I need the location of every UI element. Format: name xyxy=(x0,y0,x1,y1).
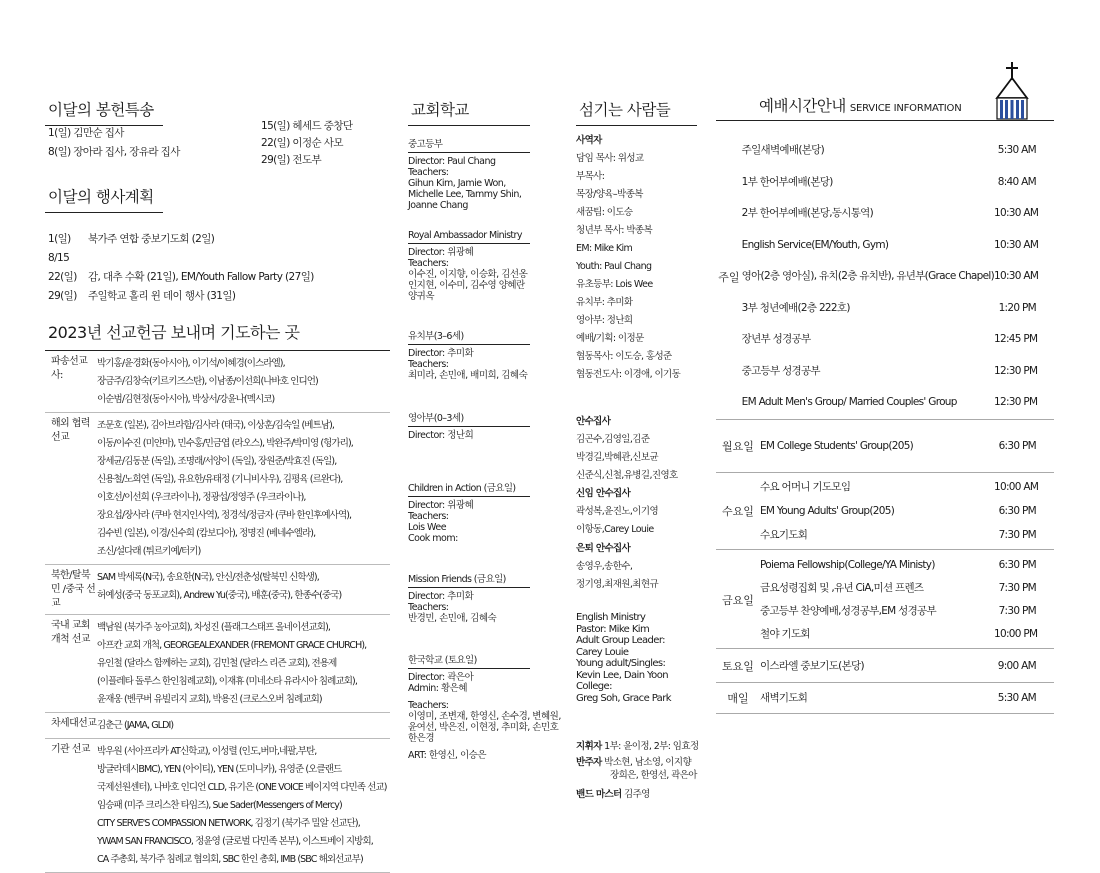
english-line: Pastor: Mike Kim xyxy=(576,623,650,635)
mission-line: 박기홍/윤경화(동아시아), 이기석/이혜경(이스라엘), xyxy=(97,358,285,369)
mission-category: 차세대선교 xyxy=(51,718,97,729)
service-name: 이스라엘 중보기도(본당) xyxy=(760,659,864,672)
event-row xyxy=(48,287,390,306)
mission-line: SAM 박세록(N국), 송요한(N국), 안신/전춘성(탈북민 신학생), xyxy=(97,572,319,583)
service-time: 8:40 AM xyxy=(997,175,1036,188)
mission-line: 이동/이수진 (미얀마), 민수홍/민금엽 (라오스), 박완주/박미영 (헝가리), xyxy=(97,438,353,449)
service-row xyxy=(760,623,1054,646)
mission-entries xyxy=(97,355,390,409)
service-row xyxy=(742,135,1054,167)
mission-row xyxy=(45,413,390,565)
school-group-name: 중고등부 xyxy=(408,136,530,153)
service-time: 12:30 PM xyxy=(994,364,1038,377)
mission-row xyxy=(45,739,390,873)
servers-line: 영아부: 정난희 xyxy=(576,315,633,326)
service-time: 10:00 AM xyxy=(994,480,1039,493)
day-label: 토요일 xyxy=(722,660,754,673)
staff-line: ART: 한영신, 이승은 xyxy=(408,750,486,761)
offering-title: 이달의 봉헌특송 xyxy=(45,98,163,126)
service-time: 5:30 AM xyxy=(997,144,1036,156)
mission-line: 방글라데시BMC), YEN (아이티), YEN (도미니카), 유영준 (오클랜드 xyxy=(97,764,342,775)
mission-line: 김춘근 (JAMA, GLDI) xyxy=(97,720,174,731)
service-name: EM Adult Men's Group/ Married Couples' Group xyxy=(741,396,957,408)
day-services xyxy=(760,687,1054,709)
mission-line: 윤재웅 (벤쿠버 유빌리지 교회), 박용진 (크로스오버 침례교회) xyxy=(97,694,322,705)
school-group xyxy=(408,652,561,761)
school-group-staff xyxy=(408,588,530,624)
servers-line: 협동전도사: 이경애, 이기동 xyxy=(576,369,681,380)
school-group xyxy=(408,136,530,211)
event-text: 감, 대추 수확 (21일), EM/Youth Fallow Party (27일) xyxy=(88,271,314,283)
day-services xyxy=(760,424,1054,468)
school-group-name: 영아부(0–3세) xyxy=(408,410,530,427)
offering-item: 8(일) 장아라 집사, 장유라 집사 xyxy=(48,146,180,158)
service-name: 수요 어머니 기도모임 xyxy=(760,480,851,493)
staff-line: Teachers: xyxy=(408,258,449,269)
conductor-text: 1부: 윤이정, 2부: 임효정 xyxy=(604,741,699,752)
mission-line: 아프칸 교회 개척, GEORGEALEXANDER (FREMONT GRACE CHURCH), xyxy=(97,640,367,651)
day-label: 금요일 xyxy=(722,593,754,607)
mission-line: CA 주총회, 북가주 침례교 협의회, SBC 한인 총회, IMB (SBC 해외선교부) xyxy=(97,854,363,865)
mission-line: 장요섭/장사라 (쿠바 현지인사역), 정경석/정금자 (쿠바 한인후예사역), xyxy=(97,510,352,521)
staff-line: 반경민, 손민애, 김혜숙 xyxy=(408,613,497,624)
mission-row xyxy=(45,615,390,713)
mission-entries xyxy=(97,569,390,611)
service-name: 중고등부 찬양예배,성경공부,EM 성경공부 xyxy=(760,604,936,617)
servers-block-head: 사역자 xyxy=(576,135,602,146)
day-label: 월요일 xyxy=(722,439,754,453)
mission-line: 이호선/이선희 (우크라이나), 정광섭/정영주 (우크라이나), xyxy=(97,492,306,503)
staff-line: 인지현, 이수미, 김수영 양혜란 xyxy=(408,280,525,291)
english-line: Adult Group Leader: xyxy=(576,635,665,646)
service-name: English Service(EM/Youth, Gym) xyxy=(741,238,889,251)
staff-line: 이영미, 조변재, 한영신, 손수경, 변혜원, xyxy=(408,711,561,722)
english-line: Greg Soh, Grace Park xyxy=(576,692,671,704)
service-time: 10:00 PM xyxy=(994,627,1038,640)
church-icon xyxy=(992,62,1032,120)
day-label: 수요일 xyxy=(722,504,754,518)
service-name: 철야 기도회 xyxy=(760,627,810,640)
day-services xyxy=(760,655,1054,678)
staff-line: 최미라, 손민애, 배미희, 김혜숙 xyxy=(408,370,528,381)
mission-entries xyxy=(97,743,390,869)
service-time: 12:30 PM xyxy=(994,396,1038,408)
staff-line: Michelle Lee, Tammy Shin, xyxy=(408,189,522,200)
school-group-name: Royal Ambassador Ministry xyxy=(408,230,530,244)
staff-line: 양귀옥 xyxy=(408,291,435,302)
mission-entries xyxy=(97,417,390,561)
servers-line: 이항동,Carey Louie xyxy=(576,524,654,535)
day-group xyxy=(716,550,1054,649)
events-section xyxy=(45,185,390,306)
servers-block xyxy=(576,132,697,384)
servers-line: 김곤수,김영일,김준 xyxy=(576,434,650,445)
staff-line: 윤여선, 박은진, 이현정, 추미화, 손민호 xyxy=(408,722,559,733)
mission-category: 해외 협력 선교 xyxy=(51,418,90,443)
conductor-head: 지휘자 xyxy=(576,741,602,752)
service-row xyxy=(760,687,1054,709)
staff-line: Teachers: xyxy=(408,167,449,178)
day-group xyxy=(716,121,1054,420)
mission-line: YWAM SAN FRANCISCO, 정윤영 (글로벌 다민족 본부), 이스트베이 지방회, xyxy=(97,836,373,847)
servers-block xyxy=(576,540,697,594)
school-group-staff xyxy=(408,497,530,544)
servers-line: 박경길,박혜관,신보균 xyxy=(576,452,659,463)
school-group xyxy=(408,328,530,381)
servers-line: 부목사: xyxy=(576,171,605,182)
service-time: 6:30 PM xyxy=(998,504,1036,517)
service-row xyxy=(742,230,1054,262)
service-time: 5:30 AM xyxy=(997,691,1036,704)
english-line: English Ministry xyxy=(576,612,646,623)
staff-line: Teachers: xyxy=(408,700,449,711)
service-time: 6:30 PM xyxy=(998,558,1036,571)
servers-block xyxy=(576,485,697,539)
servers-block xyxy=(576,413,697,485)
schedule-header xyxy=(716,62,1054,120)
events-title: 이달의 행사계획 xyxy=(45,185,163,213)
service-time: 1:20 PM xyxy=(998,301,1036,314)
english-line: Kevin Lee, Dain Yoon xyxy=(576,669,668,681)
servers-block-head: 안수집사 xyxy=(576,416,611,427)
school-group xyxy=(408,480,530,544)
mission-line: 김수빈 (일본), 이경/신수희 (캄보디아), 정명진 (베네수엘라), xyxy=(97,528,316,539)
servers-line: 예배/기획: 이정문 xyxy=(576,333,644,344)
mission-category: 파송선교사: xyxy=(51,356,88,381)
event-text: 주일학교 홀리 윈 데이 행사 (31일) xyxy=(88,290,236,302)
mission-line: 국제선원센터), 나바호 인디언 CLD, 유기은 (ONE VOICE 베이지역 다민족 선교) xyxy=(97,782,387,793)
servers-line: EM: Mike Kim xyxy=(576,243,633,254)
english-line: College: xyxy=(576,681,612,692)
servers-line: 담임 목사: 위성교 xyxy=(576,153,644,164)
mission-category: 기관 선교 xyxy=(51,744,90,755)
accompanist xyxy=(576,756,697,782)
mission-line: 장세균/김동분 (독일), 조명래/서양이 (독일), 장원준/박효진 (독일), xyxy=(97,456,337,467)
event-date: 1(일) xyxy=(48,233,71,245)
offering-item: 29(일) 전도부 xyxy=(261,154,322,166)
offering-item: 15(일) 헤세드 중창단 xyxy=(261,120,353,132)
service-time: 10:30 AM xyxy=(994,207,1039,219)
service-time: 10:30 AM xyxy=(994,270,1039,282)
staff-line: Joanne Chang xyxy=(408,200,468,211)
service-name: 수요기도회 xyxy=(760,528,808,541)
service-time: 10:30 AM xyxy=(994,238,1039,251)
staff-line: 이수진, 이지향, 이승화, 김선옹 xyxy=(408,269,528,280)
mission-entries xyxy=(97,717,390,735)
servers-line: 신준식,신철,유병길,진영호 xyxy=(576,470,678,481)
english-line: Young adult/Singles: xyxy=(576,658,666,669)
day-services xyxy=(742,135,1054,419)
school-group-name: 한국학교 (토요일) xyxy=(408,652,530,669)
school-group xyxy=(408,230,530,302)
staff-line: Director: 추미화 xyxy=(408,348,474,359)
staff-line: Director: Paul Chang xyxy=(408,156,496,167)
mission-line: 백남원 (북가주 농아교회), 차성진 (플래그스태프 올네이션교회), xyxy=(97,622,330,633)
staff-line: Gihun Kim, Jamie Won, xyxy=(408,178,506,189)
mission-line: 임승패 (미주 크리스찬 타임즈), Sue Sader(Messengers of Mercy) xyxy=(97,800,342,811)
mission-section xyxy=(45,320,390,873)
servers-line: 유치부: 추미화 xyxy=(576,297,633,308)
service-row xyxy=(760,523,1054,547)
school-group-staff xyxy=(408,427,530,441)
school-group-staff xyxy=(408,669,561,761)
servers-block-head: 신임 안수집사 xyxy=(576,488,631,499)
service-row xyxy=(760,554,1054,577)
event-row xyxy=(48,268,390,287)
band-text: 김주영 xyxy=(624,789,650,800)
service-row xyxy=(760,655,1054,678)
day-group xyxy=(716,420,1054,473)
accompanist-head: 반주자 xyxy=(576,757,602,768)
servers-line: 송영우,송한수, xyxy=(576,561,633,572)
mission-row xyxy=(45,351,390,413)
staff-line: Director: 위광혜 xyxy=(408,247,474,258)
service-row xyxy=(760,475,1054,499)
school-title: 교회학교 xyxy=(408,98,530,126)
conductor xyxy=(576,738,697,756)
school-group xyxy=(408,571,530,624)
school-group-name: Mission Friends (금요일) xyxy=(408,571,530,588)
service-row xyxy=(760,577,1054,600)
event-date: 29(일) xyxy=(48,290,77,302)
school-group-name: 유치부(3–6세) xyxy=(408,328,530,345)
servers-line: 새꿈팀: 이도승 xyxy=(576,207,633,218)
mission-line: 이순범/김현정(동아시아), 박상서/강윤나(멕시코) xyxy=(97,394,275,405)
service-row xyxy=(742,167,1054,199)
mission-line: 허예성(중국 동포교회), Andrew Yu(중국), 배훈(중국), 한종수(중국) xyxy=(97,590,342,601)
servers-block-head: 은퇴 안수집사 xyxy=(576,543,631,554)
service-row xyxy=(742,356,1054,388)
mission-row xyxy=(45,713,390,739)
service-name: 장년부 성경공부 xyxy=(741,333,811,345)
service-time: 7:30 PM xyxy=(998,528,1036,541)
mission-line: (이플레타 돌루스 한인침례교회), 이재휴 (미네소타 유라시아 침례교회), xyxy=(97,676,357,687)
mission-category: 북한/탈북민 /중국 선교 xyxy=(51,570,96,609)
english-ministry xyxy=(576,612,697,704)
service-name: 주일새벽예배(본당) xyxy=(741,144,824,156)
servers-line: Youth: Paul Chang xyxy=(576,261,652,272)
service-name: 3부 청년예배(2층 222호) xyxy=(741,301,850,314)
service-name: EM College Students' Group(205) xyxy=(760,439,914,452)
offering-section xyxy=(45,98,390,166)
staff-line: Teachers: xyxy=(408,359,449,370)
mission-line: 장금주/김창숙(키르키즈스탄), 이남종/이선희(나바호 인디언) xyxy=(97,376,318,387)
service-name: Poiema Fellowship(College/YA Ministy) xyxy=(760,558,935,571)
service-name: 새벽기도회 xyxy=(760,691,808,704)
day-label: 주일 xyxy=(718,270,740,284)
service-name: 1부 한어부예배(본당) xyxy=(741,175,833,188)
staff-line: Director: 위광혜 xyxy=(408,500,474,511)
service-name: 영아(2층 영아실), 유치(2층 유치반), 유년부(Grace Chapel) xyxy=(741,270,994,282)
service-time: 7:30 PM xyxy=(998,581,1036,594)
servers-line: 청년부 목사: 박종복 xyxy=(576,225,653,236)
offering-item: 22(일) 이정순 사모 xyxy=(261,137,343,149)
mission-row xyxy=(45,565,390,615)
service-time: 9:00 AM xyxy=(997,659,1036,672)
servers-column xyxy=(576,0,699,800)
service-table xyxy=(716,120,1054,714)
service-row xyxy=(742,387,1054,419)
day-services xyxy=(760,554,1054,646)
school-group-name: Children in Action (금요일) xyxy=(408,480,530,497)
servers-line: 목장/양육–박종복 xyxy=(576,189,643,200)
service-row xyxy=(760,600,1054,623)
mission-line: 신용철/노희연 (독일), 유요한/유태정 (기니비사우), 김평육 (르완다), xyxy=(97,474,343,485)
day-group xyxy=(716,649,1054,683)
offering-right-list xyxy=(261,118,352,169)
staff-line: Director: 곽은아 xyxy=(408,672,474,683)
staff-line: Director: 추미화 xyxy=(408,591,474,602)
schedule-title: 예배시간안내 SERVICE INFORMATION xyxy=(759,97,962,115)
service-name: EM Young Adults' Group(205) xyxy=(760,504,895,517)
day-services xyxy=(760,475,1054,547)
mission-entries xyxy=(97,619,390,709)
school-column xyxy=(408,0,561,761)
day-label: 매일 xyxy=(727,691,749,705)
staff-line: Lois Wee xyxy=(408,522,447,533)
offering-left-list xyxy=(48,124,180,162)
band-master xyxy=(576,786,697,804)
school-group xyxy=(408,410,530,441)
event-date: 8/15 xyxy=(48,252,70,264)
staff-line: Admin: 황은혜 xyxy=(408,683,468,694)
event-row xyxy=(48,249,390,268)
mission-table xyxy=(45,351,390,873)
servers-line: 협동목사: 이도승, 홍성준 xyxy=(576,351,672,362)
servers-line: 유초등부: Lois Wee xyxy=(576,279,653,290)
band-head: 밴드 마스터 xyxy=(576,789,622,800)
event-date: 22(일) xyxy=(48,271,77,283)
mission-line: 조신/설다래 (튀르키예/터키) xyxy=(97,546,201,557)
servers-line: 정기영,최재원,최현규 xyxy=(576,579,659,590)
service-name: 중고등부 성경공부 xyxy=(741,364,820,377)
mission-line: CITY SERVE'S COMPASSION NETWORK, 김정기 (북가주 밀알 선교단), xyxy=(97,818,360,829)
school-group-staff xyxy=(408,345,530,381)
staff-line: Director: 정난희 xyxy=(408,430,474,441)
accompanist-line: 장희은, 한영선, 곽은아 xyxy=(610,770,697,781)
event-row xyxy=(48,230,390,249)
service-row xyxy=(742,293,1054,325)
mission-line: 유인철 (달라스 함께하는 교회), 김민철 (달라스 리즌 교회), 전용제 xyxy=(97,658,337,669)
mission-category: 국내 교회 개척 선교 xyxy=(51,620,90,645)
staff-line: Cook mom: xyxy=(408,533,458,544)
service-name: 2부 한어부예배(본당,동시통역) xyxy=(741,207,874,219)
staff-line: Teachers: xyxy=(408,511,449,522)
school-group-staff xyxy=(408,244,530,302)
service-time: 6:30 PM xyxy=(998,439,1036,452)
mission-title: 2023년 선교헌금 보내며 기도하는 곳 xyxy=(45,320,390,351)
staff-line: Teachers: xyxy=(408,602,449,613)
service-name: 금요성령집회 및 ,유년 CiA,미션 프렌즈 xyxy=(760,581,924,594)
english-line: Carey Louie xyxy=(576,646,629,658)
accompanist-line: 박소현, 남소영, 이지향 xyxy=(604,757,692,768)
day-group xyxy=(716,683,1054,714)
service-row xyxy=(742,198,1054,230)
service-time: 7:30 PM xyxy=(998,604,1036,617)
servers-title: 섬기는 사람들 xyxy=(576,98,697,126)
service-row xyxy=(760,499,1054,523)
service-row xyxy=(742,324,1054,356)
mission-line: 박우원 (서아프리카 AT신학교), 이성렬 (인도,버마,네팔,부탄, xyxy=(97,746,317,757)
staff-line: 한은경 xyxy=(408,733,435,744)
event-text: 북가주 연합 중보기도회 (2일) xyxy=(88,233,215,245)
mission-line: 조문호 (일본), 김아브라함/김사라 (태국), 이상훈/김숙일 (베트남), xyxy=(97,420,335,431)
accompanist-row xyxy=(576,756,697,769)
servers-line: 곽성복,윤진노,이기영 xyxy=(576,506,659,517)
service-time: 12:45 PM xyxy=(994,333,1038,345)
school-group-staff xyxy=(408,153,530,211)
service-row xyxy=(742,261,1054,293)
offering-item: 1(일) 김만순 집사 xyxy=(48,127,124,139)
day-group xyxy=(716,473,1054,550)
service-row xyxy=(760,424,1054,468)
